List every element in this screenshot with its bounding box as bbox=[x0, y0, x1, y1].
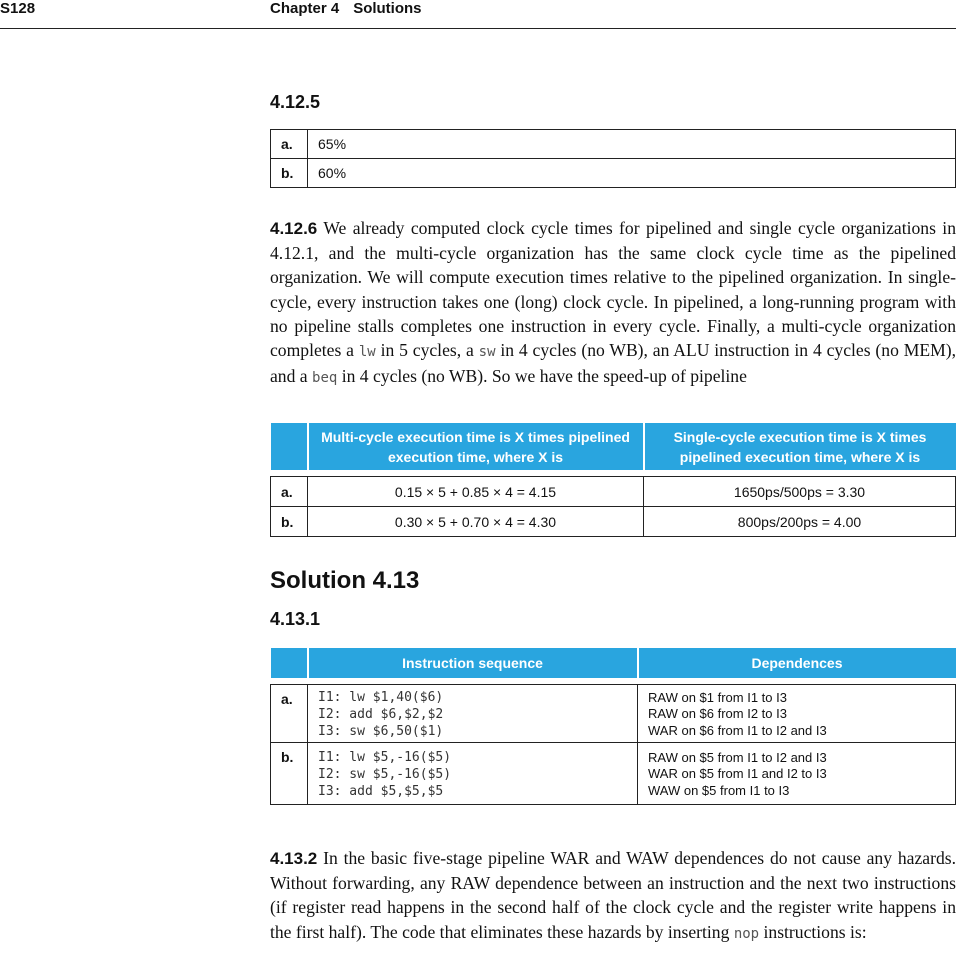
code-line: I3: add $5,$5,$5 bbox=[318, 784, 444, 799]
instruction-sequence bbox=[308, 743, 638, 805]
code-line: I1: lw $5,-16($5) bbox=[318, 750, 452, 765]
solution-heading: Solution 4.13 bbox=[270, 567, 420, 594]
row-label: a. bbox=[271, 685, 308, 743]
table-row bbox=[271, 743, 956, 805]
chapter-label: Chapter 4 bbox=[270, 0, 340, 17]
dependence-line: RAW on $5 from I1 to I2 and I3 bbox=[648, 749, 827, 765]
para-text: in 4 cycles (no WB), an ALU instruction in 4 cycles (no MEM), and a bbox=[270, 340, 956, 387]
code-sw: sw bbox=[478, 344, 496, 361]
code-line: I1: lw $1,40($6) bbox=[318, 690, 444, 705]
dependence-line: WAR on $5 from I1 and I2 to I3 bbox=[648, 766, 827, 782]
dependences bbox=[638, 743, 956, 805]
para-text: instructions is: bbox=[759, 921, 867, 942]
section-label: Solutions bbox=[353, 0, 422, 17]
table-header-row bbox=[271, 648, 956, 678]
col-instruction-sequence-header: Instruction sequence bbox=[308, 648, 638, 678]
code-beq: beq bbox=[312, 370, 338, 387]
para-text: in 4 cycles (no WB). So we have the speed-up of pipeline bbox=[337, 366, 747, 387]
code-nop: nop bbox=[733, 925, 760, 942]
code-line: I3: sw $6,50($1) bbox=[318, 724, 444, 739]
para-text: In the basic five-stage pipeline WAR and WAW dependences do not cause any hazards. Without forwarding, any RAW dependence between an instruction and the next two instructions (if register read happens in the second half of the clock cycle and the register write happens in the first half). The code that eliminates these hazards by inserting bbox=[270, 848, 956, 942]
dependence-line: RAW on $1 from I1 to I3 bbox=[648, 689, 787, 705]
header-rule bbox=[0, 28, 956, 29]
table-4-13-1 bbox=[270, 648, 956, 805]
row-label: b. bbox=[271, 159, 308, 188]
heading-4-12-6: 4.12.6 bbox=[270, 219, 318, 238]
header-blank bbox=[271, 423, 308, 470]
multi-cycle-value: 0.30 × 5 + 0.70 × 4 = 4.30 bbox=[308, 507, 644, 537]
table-row bbox=[271, 507, 956, 537]
table-row bbox=[271, 685, 956, 743]
table-4-12-5 bbox=[270, 129, 956, 188]
dependence-line: RAW on $6 from I2 to I3 bbox=[648, 706, 787, 722]
col-single-cycle-header: Single-cycle execution time is X times pipelined execution time, where X is bbox=[644, 423, 956, 470]
para-text: in 5 cycles, a bbox=[375, 340, 479, 361]
header-blank bbox=[271, 648, 308, 678]
dependences bbox=[638, 685, 956, 743]
row-label: a. bbox=[271, 477, 308, 507]
single-cycle-value: 800ps/200ps = 4.00 bbox=[644, 507, 956, 537]
row-value: 60% bbox=[308, 159, 956, 188]
table-row bbox=[271, 477, 956, 507]
running-header bbox=[270, 0, 422, 17]
paragraph-4-13-2 bbox=[270, 846, 956, 946]
table-4-12-6 bbox=[270, 423, 956, 537]
row-label: b. bbox=[271, 507, 308, 537]
table-header-row bbox=[271, 423, 956, 470]
dependence-line: WAW on $5 from I1 to I3 bbox=[648, 782, 790, 798]
table-row bbox=[271, 159, 956, 188]
code-line: I2: add $6,$2,$2 bbox=[318, 707, 444, 722]
row-label: a. bbox=[271, 130, 308, 159]
col-dependences-header: Dependences bbox=[638, 648, 956, 678]
table-row bbox=[271, 130, 956, 159]
code-line: I2: sw $5,-16($5) bbox=[318, 767, 452, 782]
col-multi-cycle-header: Multi-cycle execution time is X times pipelined execution time, where X is bbox=[308, 423, 644, 470]
heading-4-12-5: 4.12.5 bbox=[270, 92, 321, 112]
heading-4-13-1: 4.13.1 bbox=[270, 609, 321, 629]
row-value: 65% bbox=[308, 130, 956, 159]
dependence-line: WAR on $6 from I1 to I2 and I3 bbox=[648, 722, 827, 738]
code-lw: lw bbox=[358, 344, 376, 361]
page-number: S128 bbox=[0, 0, 36, 17]
instruction-sequence bbox=[308, 685, 638, 743]
row-label: b. bbox=[271, 743, 308, 805]
multi-cycle-value: 0.15 × 5 + 0.85 × 4 = 4.15 bbox=[308, 477, 644, 507]
paragraph-4-12-6 bbox=[270, 216, 956, 390]
single-cycle-value: 1650ps/500ps = 3.30 bbox=[644, 477, 956, 507]
heading-4-13-2: 4.13.2 bbox=[270, 849, 318, 868]
para-text: We already computed clock cycle times for pipelined and single cycle organizations in 4.12.1, and the multi-cycle organization has the same clock cycle time as the pipelined organization. We will compute execution times relative to the pipelined organization. In single-cycle, every instruction takes one (long) clock cycle. In pipelined, a long-running program with no pipeline stalls completes one instruction in every cycle. Finally, a multi-cycle organization completes a bbox=[270, 218, 956, 361]
